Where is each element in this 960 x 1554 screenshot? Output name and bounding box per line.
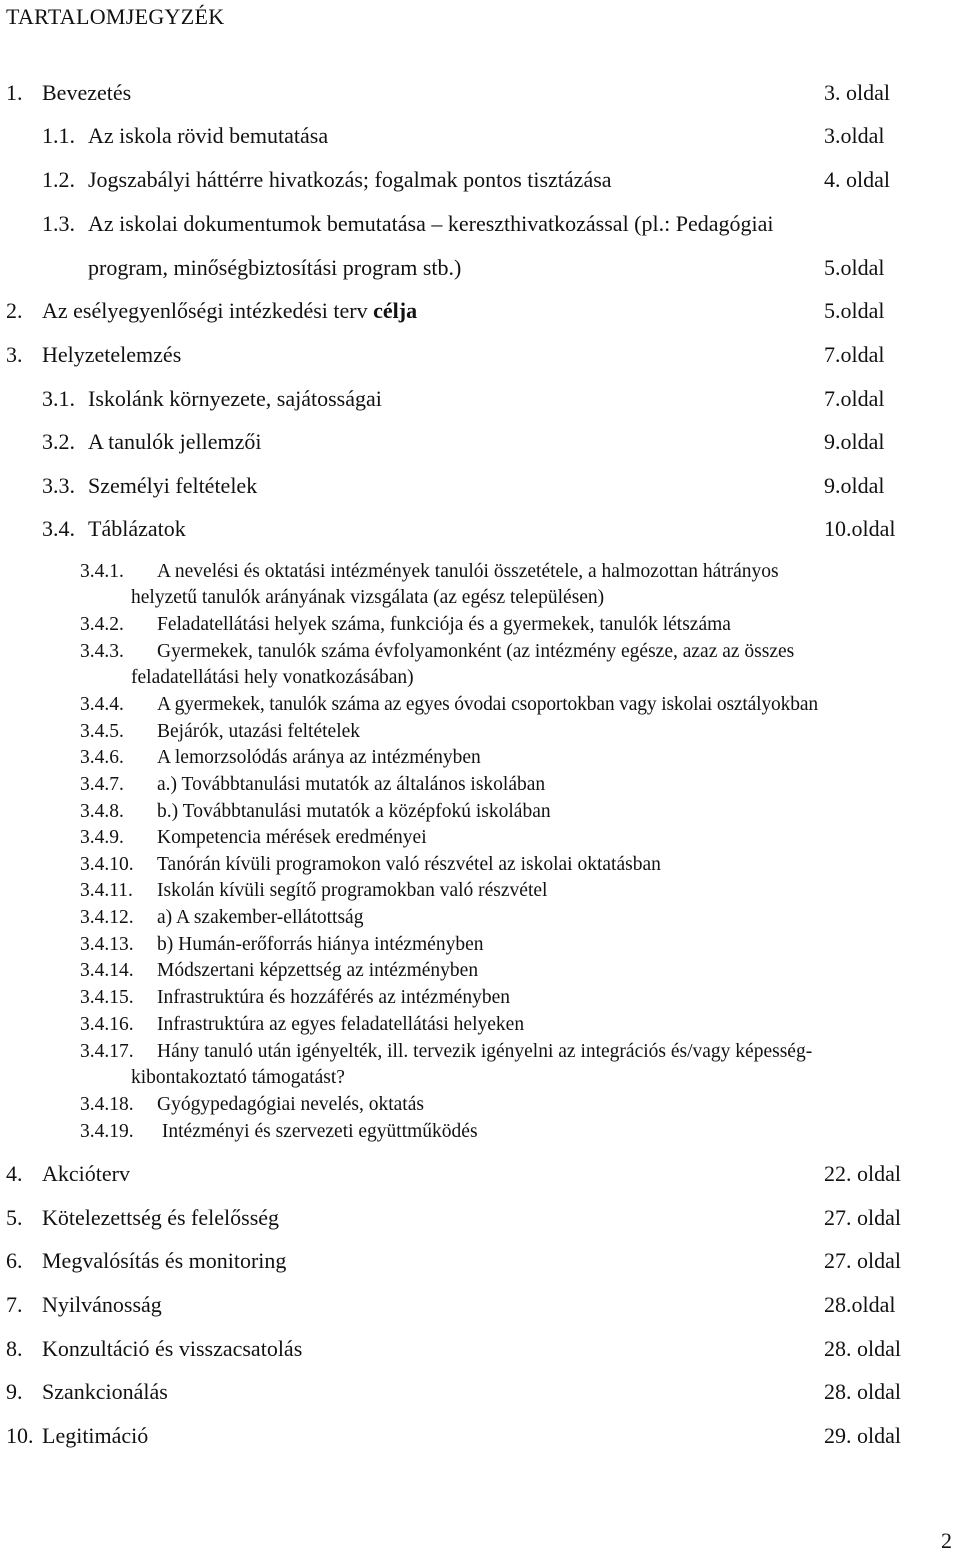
toc-entry-num: 3.3. xyxy=(42,473,75,498)
toc-subentry-num: 3.4.16. xyxy=(80,1014,134,1035)
toc-subentry-label: b.) Továbbtanulási mutatók a középfokú iskolában xyxy=(157,801,551,822)
toc-subentry-num: 3.4.13. xyxy=(80,934,134,955)
toc-subentry-num: 3.4.1. xyxy=(80,561,124,582)
toc-entry-label: Bevezetés xyxy=(42,80,132,105)
toc-subentry-label-cont: kibontakoztató támogatást? xyxy=(131,1067,345,1088)
toc-subentry-label: A lemorzsolódás aránya az intézményben xyxy=(157,747,481,768)
toc-entry-label: Konzultáció és visszacsatolás xyxy=(42,1336,303,1361)
toc-entry-num: 1.3. xyxy=(42,211,75,236)
toc-entry-num: 1.1. xyxy=(42,123,75,148)
toc-entry-num: 5. xyxy=(6,1205,23,1230)
toc-subentry-num: 3.4.18. xyxy=(80,1094,134,1115)
toc-entry-label: Nyilvánosság xyxy=(42,1292,162,1317)
toc-entry-page: 27. oldal xyxy=(824,1248,901,1273)
toc-entry-page: 29. oldal xyxy=(824,1423,901,1448)
toc-entry-page: 5.oldal xyxy=(824,255,885,280)
toc-subentry-label: b) Humán-erőforrás hiánya intézményben xyxy=(157,934,484,955)
toc-entry-label-cont: program, minőségbiztosítási program stb.) xyxy=(88,255,462,280)
toc-entry-page: 3. oldal xyxy=(824,80,890,105)
toc-entry-num: 4. xyxy=(6,1161,23,1186)
toc-entry-num: 8. xyxy=(6,1336,23,1361)
toc-subentry-num: 3.4.11. xyxy=(80,880,133,901)
toc-entry-label: Kötelezettség és felelősség xyxy=(42,1205,280,1230)
toc-entry-page: 9.oldal xyxy=(824,429,885,454)
toc-subentry-num: 3.4.8. xyxy=(80,801,124,822)
toc-subentry-num: 3.4.10. xyxy=(80,854,134,875)
toc-entry-num: 7. xyxy=(6,1292,23,1317)
toc-subentry-label: Feladatellátási helyek száma, funkciója és a gyermekek, tanulók létszáma xyxy=(157,614,731,635)
toc-subentry-label: Gyógypedagógiai nevelés, oktatás xyxy=(157,1094,424,1115)
toc-subentry-label: A gyermekek, tanulók száma az egyes óvodai csoportokban vagy iskolai osztályokban xyxy=(157,694,818,715)
toc-entry-num: 3.2. xyxy=(42,429,75,454)
toc-subentry-num: 3.4.14. xyxy=(80,960,134,981)
toc-entry-page: 27. oldal xyxy=(824,1205,901,1230)
toc-subentry-num: 3.4.6. xyxy=(80,747,124,768)
toc-subentry-label: Módszertani képzettség az intézményben xyxy=(157,960,479,981)
toc-subentry-label: Infrastruktúra az egyes feladatellátási helyeken xyxy=(157,1014,525,1035)
toc-entry-label-bold: célja xyxy=(373,298,418,323)
toc-entry-page: 28. oldal xyxy=(824,1336,901,1361)
toc-entry-num: 1. xyxy=(6,80,23,105)
toc-subentry-num: 3.4.7. xyxy=(80,774,124,795)
toc-entry-page: 28. oldal xyxy=(824,1379,901,1404)
toc-subentry-label: Bejárók, utazási feltételek xyxy=(157,721,361,742)
toc-subentry-num: 3.4.15. xyxy=(80,987,134,1008)
toc-entry-num: 2. xyxy=(6,298,23,323)
toc-entry-page: 10.oldal xyxy=(824,516,896,541)
toc-subentry-label: Intézményi és szervezeti együttműködés xyxy=(157,1121,478,1142)
toc-subentry-label-cont: helyzetű tanulók arányának vizsgálata (az egész településen) xyxy=(131,587,605,608)
toc-entry-label: Megvalósítás és monitoring xyxy=(42,1248,287,1273)
toc-entry-label: Jogszabályi háttérre hivatkozás; fogalmak pontos tisztázása xyxy=(88,167,612,192)
toc-subentry-num: 3.4.19. xyxy=(80,1121,134,1142)
toc-subentry-num: 3.4.2. xyxy=(80,614,124,635)
toc-entry-label: Táblázatok xyxy=(88,516,186,541)
toc-entry-page: 22. oldal xyxy=(824,1161,901,1186)
toc-entry-page: 28.oldal xyxy=(824,1292,896,1317)
toc-entry-label xyxy=(42,298,417,324)
toc-title: TARTALOMJEGYZÉK xyxy=(6,4,225,29)
toc-subentry-label: a) A szakember-ellátottság xyxy=(157,907,364,928)
toc-entry-label: A tanulók jellemzői xyxy=(88,429,262,454)
toc-entry-page: 9.oldal xyxy=(824,473,885,498)
toc-entry-label: Szankcionálás xyxy=(42,1379,168,1404)
toc-entry-page: 7.oldal xyxy=(824,386,885,411)
toc-entry-label: Iskolánk környezete, sajátosságai xyxy=(88,386,382,411)
toc-entry-page: 4. oldal xyxy=(824,167,890,192)
toc-entry-label: Akcióterv xyxy=(42,1161,130,1186)
toc-entry-num: 3.1. xyxy=(42,386,75,411)
toc-subentry-label: Tanórán kívüli programokon való részvétel az iskolai oktatásban xyxy=(157,854,661,875)
toc-subentry-num: 3.4.3. xyxy=(80,641,124,662)
toc-subentry-num: 3.4.4. xyxy=(80,694,124,715)
toc-subentry-num: 3.4.5. xyxy=(80,721,124,742)
toc-subentry-num: 3.4.9. xyxy=(80,827,124,848)
toc-entry-page: 5.oldal xyxy=(824,298,885,323)
toc-subentry-label: a.) Továbbtanulási mutatók az általános iskolában xyxy=(157,774,546,795)
toc-subentry-label: Hány tanuló után igényelték, ill. tervezik igényelni az integrációs és/vagy képesség- xyxy=(157,1041,813,1062)
toc-subentry-label: Infrastruktúra és hozzáférés az intézményben xyxy=(157,987,510,1008)
toc-entry-num: 10. xyxy=(6,1423,34,1448)
toc-subentry-label: Kompetencia mérések eredményei xyxy=(157,827,427,848)
toc-entry-num: 3. xyxy=(6,342,23,367)
toc-subentry-label: Gyermekek, tanulók száma évfolyamonként (az intézmény egésze, azaz az összes xyxy=(157,641,795,662)
toc-entry-label: Személyi feltételek xyxy=(88,473,258,498)
page-number: 2 xyxy=(941,1528,952,1553)
toc-entry-num: 3.4. xyxy=(42,516,75,541)
toc-entry-num: 6. xyxy=(6,1248,23,1273)
toc-subentry-num: 3.4.12. xyxy=(80,907,134,928)
toc-entry-label: Az iskola rövid bemutatása xyxy=(88,123,329,148)
toc-entry-label: Helyzetelemzés xyxy=(42,342,182,367)
toc-entry-num: 9. xyxy=(6,1379,23,1404)
toc-entry-num: 1.2. xyxy=(42,167,75,192)
toc-entry-page: 3.oldal xyxy=(824,123,885,148)
toc-entry-page: 7.oldal xyxy=(824,342,885,367)
toc-subentry-label: A nevelési és oktatási intézmények tanulói összetétele, a halmozottan hátrányos xyxy=(157,561,779,582)
toc-entry-label: Az iskolai dokumentumok bemutatása – kereszthivatkozással (pl.: Pedagógiai xyxy=(88,211,774,236)
toc-subentry-label: Iskolán kívüli segítő programokban való részvétel xyxy=(157,880,548,901)
toc-entry-label-text: Az esélyegyenlőségi intézkedési terv xyxy=(42,298,374,323)
toc-subentry-num: 3.4.17. xyxy=(80,1041,134,1062)
toc-entry-label: Legitimáció xyxy=(42,1423,149,1448)
toc-subentry-label-cont: feladatellátási hely vonatkozásában) xyxy=(131,667,414,688)
